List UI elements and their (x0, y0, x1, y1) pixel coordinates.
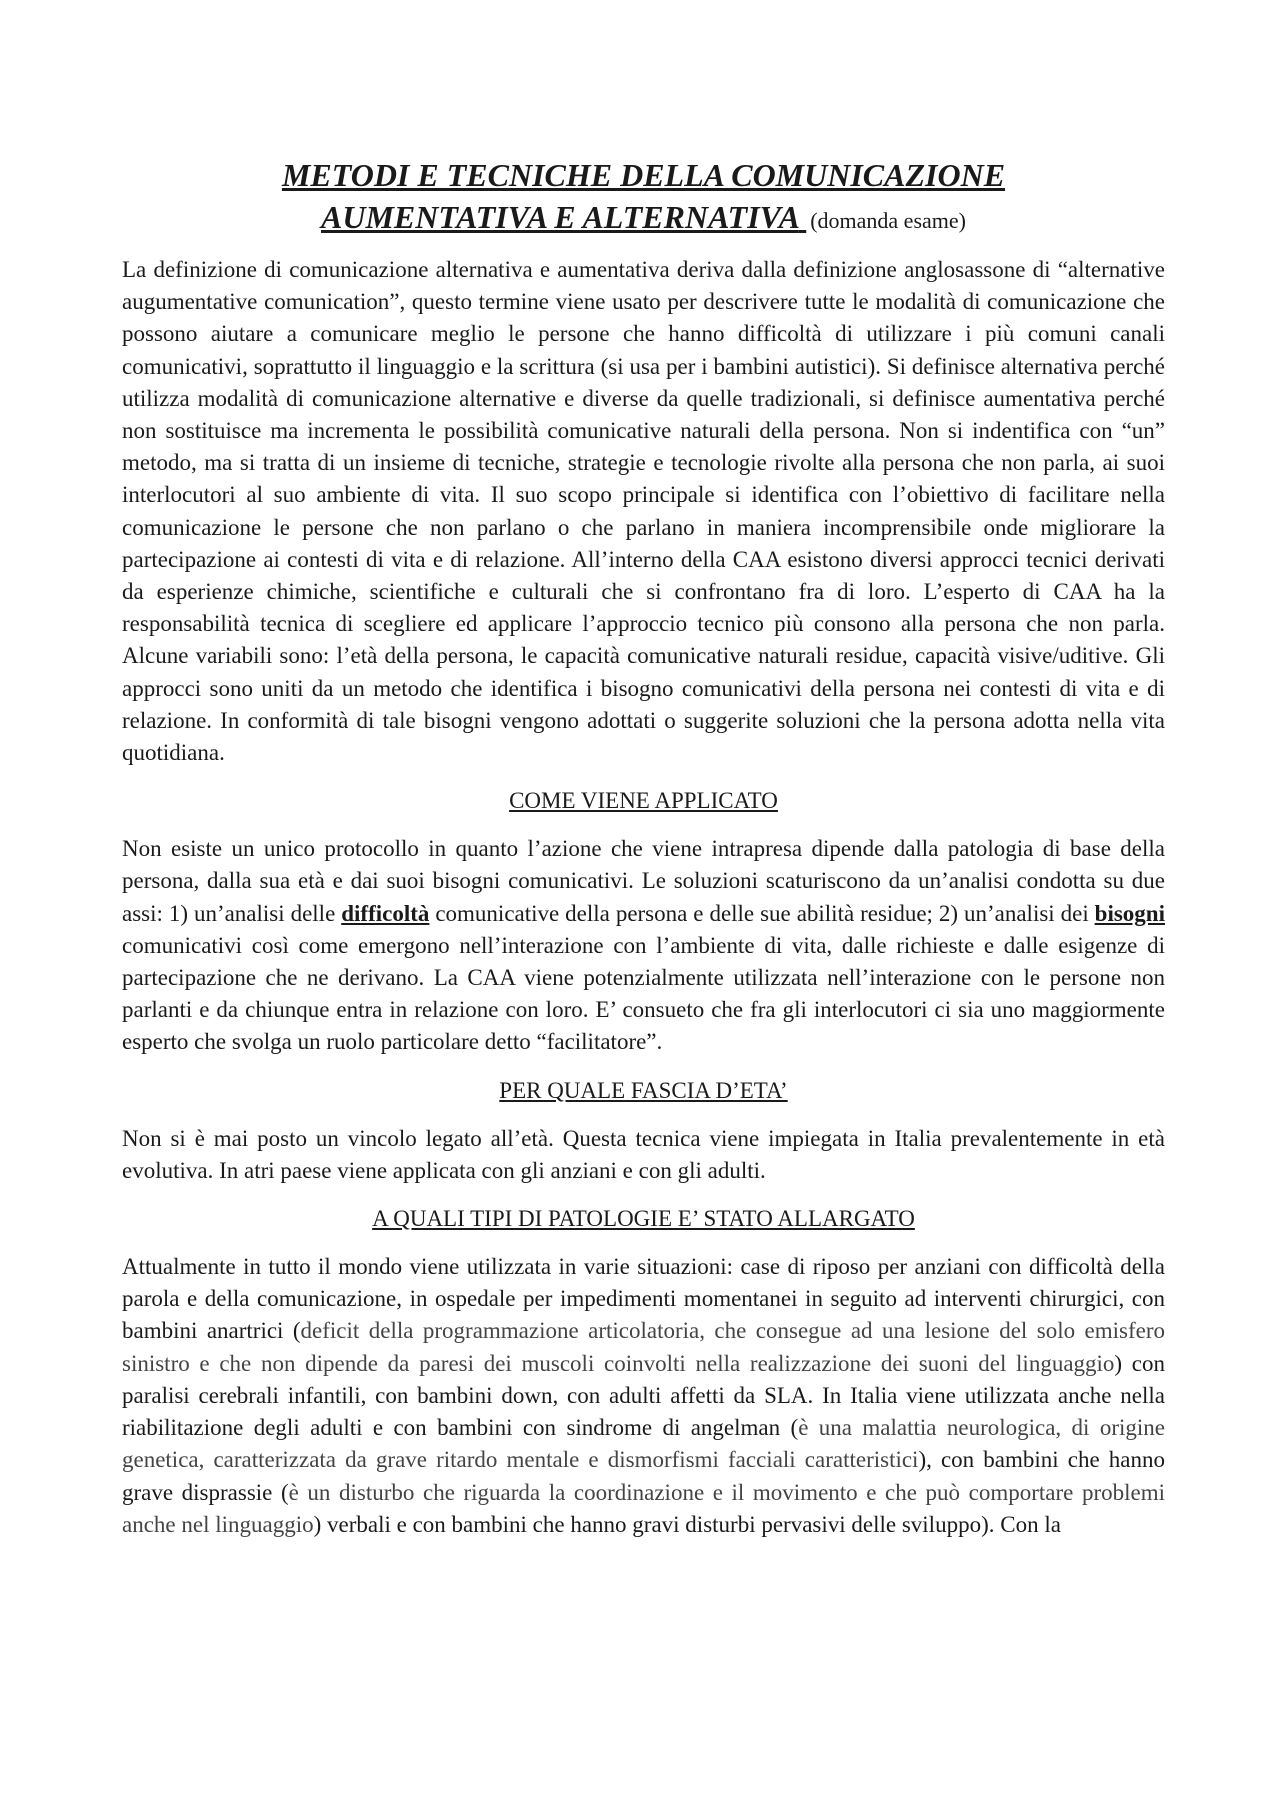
section-heading-eta: PER QUALE FASCIA D’ETA’ (499, 1077, 788, 1103)
document-title (122, 154, 1165, 242)
section-applicato-paragraph (122, 833, 1165, 1058)
patologie-text-a: Attualmente in tutto il mondo viene utilizzata in varie situazioni: case di riposo per anziani con difficoltà della parola e della comunicazione, in ospedale per impedimenti momentanei in seguito ad interventi chirurgici, con bambini anartrici ( (122, 1254, 1165, 1344)
title-line-1: METODI E TECNICHE DELLA COMUNICAZIONE (281, 157, 1006, 193)
gloss-angelman: è una malattia neurologica, di origine genetica, caratterizzata da grave ritardo mentale e dismorfismi facciali caratteristici (122, 1415, 1165, 1473)
patologie-text-d: ) verbali e con bambini che hanno gravi disturbi pervasivi delle sviluppo). Con la (313, 1511, 1061, 1537)
gloss-disprassia: è un disturbo che riguarda la coordinazione e il movimento e che può comportare problemi anche nel linguaggio (122, 1479, 1165, 1537)
applicato-text-a: Non esiste un unico protocollo in quanto l’azione che viene intrapresa dipende dalla patologia di base della persona, dalla sua età e dai suoi bisogni comunicativi. Le soluzioni scaturiscono da un’analisi condotta su due assi: 1) un’analisi delle (122, 836, 1165, 926)
title-line-2-text: AUMENTATIVA E ALTERNATIVA (321, 199, 799, 235)
section-heading-patologie: A QUALI TIPI DI PATOLOGIE E’ STATO ALLARGATO (372, 1206, 915, 1232)
emphasis-bisogni: bisogni (1094, 900, 1165, 926)
patologie-text-c: ), con bambini che hanno grave disprassie ( (122, 1447, 1165, 1505)
applicato-text-c: comunicativi così come emergono nell’interazione con l’ambiente di vita, dalle richieste e dalle esigenze di partecipazione che ne derivano. La CAA viene potenzialmente utilizzata nell’interazione con le persone non parlanti e da chiunque entra in relazione con loro. E’ consueto che fra gli interlocutori ci sia uno maggiormente esperto che svolga un ruolo particolare detto “facilitatore”. (122, 932, 1165, 1055)
title-note: (domanda esame) (810, 208, 966, 233)
intro-paragraph: La definizione di comunicazione alternativa e aumentativa deriva dalla definizione anglosassone di “alternative augumentative comunication”, questo termine viene usato per descrivere tutte le modalità di comunicazione che possono aiutare a comunicare meglio le persone che hanno difficoltà di utilizzare i più comuni canali comunicativi, soprattutto il linguaggio e la scrittura (si usa per i bambini autistici). Si definisce alternativa perché utilizza modalità di comunicazione alternative e diverse da quelle tradizionali, si definisce aumentativa perché non sostituisce ma incrementa le possibilità comunicative naturali della persona. Non si indentifica con “un” metodo, ma si tratta di un insieme di tecniche, strategie e tecnologie rivolte alla persona che non parla, ai suoi interlocutori al suo ambiente di vita. Il suo scopo principale si identifica con l’obiettivo di facilitare nella comunicazione le persone che non parlano o che parlano in maniera incomprensibile onde migliorare la partecipazione ai contesti di vita e di relazione. All’interno della CAA esistono diversi approcci tecnici derivati da esperienze chimiche, scientifiche e culturali che si confrontano fra di loro. L’esperto di CAA ha la responsabilità tecnica di scegliere ed applicare l’approccio tecnico più consono alla persona che non parla. Alcune variabili sono: l’età della persona, le capacità comunicative naturali residue, capacità visive/uditive. Gli approcci sono uniti da un metodo che identifica i bisogno comunicativi della persona nei contesti di vita e di relazione. In conformità di tale bisogni vengono adottati o suggerite soluzioni che la persona adotta nella vita quotidiana. (122, 257, 1165, 766)
section-patologie-paragraph (122, 1251, 1165, 1541)
applicato-text-b: comunicative della persona e delle sue abilità residue; 2) un’analisi dei (429, 900, 1095, 926)
title-line-2 (122, 196, 1165, 242)
patologie-text-b: ) con paralisi cerebrali infantili, con bambini down, con adulti affetti da SLA. In Italia viene utilizzata anche nella riabilitazione degli adulti e con bambini con sindrome di angelman ( (122, 1350, 1165, 1441)
gloss-anartria: deficit della programmazione articolatoria, che consegue ad una lesione del solo emisfero sinistro e che non dipende da paresi dei muscoli coinvolti nella realizzazione dei suoni del linguaggio (122, 1318, 1165, 1376)
emphasis-difficolta: difficoltà (341, 900, 430, 926)
section-eta-paragraph: Non si è mai posto un vincolo legato all’età. Questa tecnica viene impiegata in Italia prevalentemente in età evolutiva. In atri paese viene applicata con gli anziani e con gli adulti. (122, 1125, 1165, 1183)
section-heading-applicato: COME VIENE APPLICATO (509, 788, 778, 814)
